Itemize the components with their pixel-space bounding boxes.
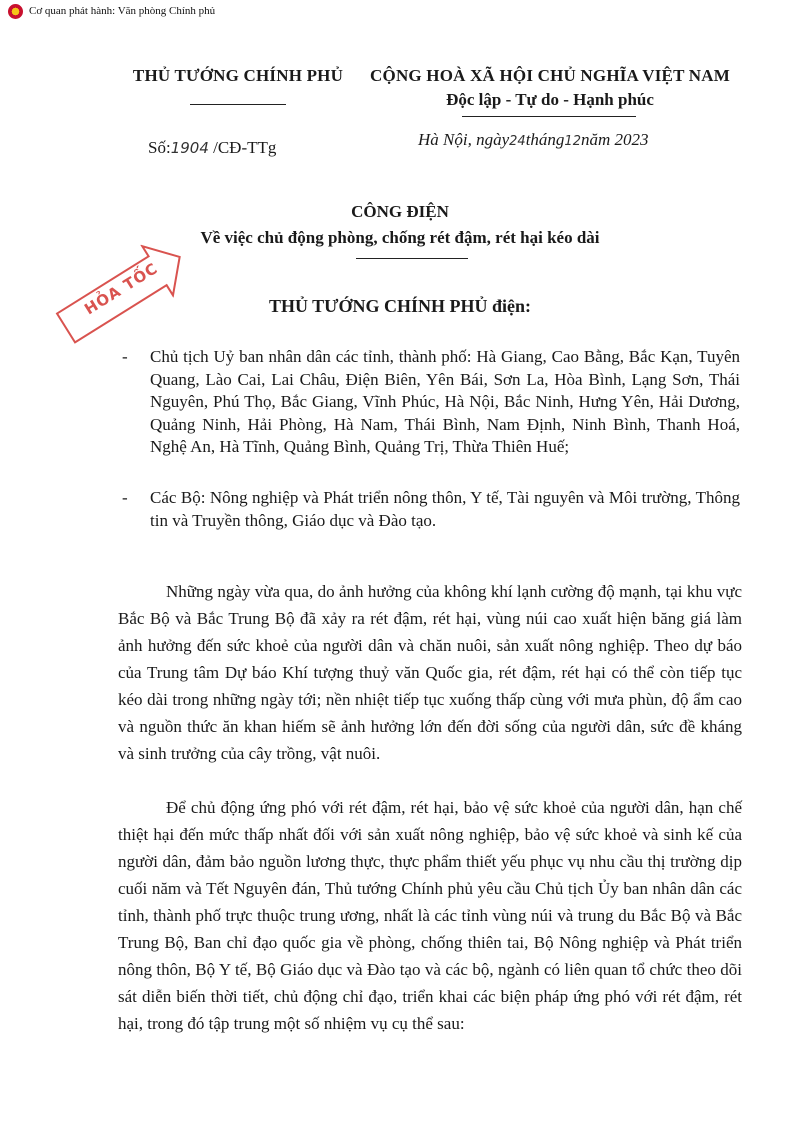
issue-date [418,130,649,150]
date-day-handwritten: 24 [509,134,526,149]
issuer-label: Cơ quan phát hành: Văn phòng Chính phủ [29,5,216,17]
recipient-text: Chủ tịch Uỷ ban nhân dân các tỉnh, thành phố: Hà Giang, Cao Bằng, Bắc Kạn, Tuyên Quang, Lào Cai, Lai Châu, Điện Biên, Yên Bái, Sơn La, Hòa Bình, Lạng Sơn, Thái Nguyên, Phú Thọ, Bắc Giang, Vĩnh Phúc, Hà Nội, Bắc Ninh, Hưng Yên, Hải Dương, Quảng Ninh, Hải Phòng, Hà Nam, Thái Bình, Nam Định, Ninh Bình, Thanh Hoá, Nghệ An, Hà Tĩnh, Quảng Bình, Quảng Trị, Thừa Thiên Huế; [150,347,740,456]
recipient-dash: - [122,347,128,366]
stamp-text: HỎA TỐC [81,259,162,319]
body-paragraph: Để chủ động ứng phó với rét đậm, rét hại, bảo vệ sức khoẻ của người dân, hạn chế thiệt hại đến mức thấp nhất đối với sản xuất nông nghiệp, bảo vệ sức khoẻ và sinh kế của người dân, đảm bảo nguồn lương thực, thực phẩm thiết yếu phục vụ nhu cầu thị trường dịp cuối năm và Tết Nguyên đán, Thủ tướng Chính phủ yêu cầu Chủ tịch Ủy ban nhân dân các tỉnh, thành phố trực thuộc trung ương, nhất là các tỉnh vùng núi và trung du Bắc Bộ và Bắc Trung Bộ, Ban chỉ đạo quốc gia về phòng, chống thiên tai, Bộ Nông nghiệp và Phát triển nông thôn, Bộ Y tế, Bộ Giáo dục và Đào tạo và các bộ, ngành có liên quan tổ chức theo dõi sát diễn biến thời tiết, chủ động chỉ đạo, triển khai các biện pháp ứng phó với rét đậm, rét hại, trong đó tập trung một số nhiệm vụ cụ thể sau: [118,798,742,1033]
country-name: CỘNG HOÀ XÃ HỘI CHỦ NGHĨA VIỆT NAM [370,66,730,85]
date-month-label: tháng [525,130,565,149]
title-underline [356,258,468,259]
issuer-bar [0,0,800,22]
motto-underline [462,116,636,117]
date-month-handwritten: 12 [564,134,581,149]
recipient-item [122,487,740,532]
urgent-stamp [46,230,198,357]
document-subject: Về việc chủ động phòng, chống rét đậm, rét hại kéo dài [200,228,600,247]
address-heading: THỦ TƯỚNG CHÍNH PHỦ điện: [268,296,532,316]
number-prefix: Số: [148,138,171,157]
document-number [148,138,276,158]
recipient-text: Các Bộ: Nông nghiệp và Phát triển nông thôn, Y tế, Tài nguyên và Môi trường, Thông tin và Truyền thông, Giáo dục và Đào tạo. [150,488,740,530]
document-type: CÔNG ĐIỆN [351,202,449,221]
national-motto: Độc lập - Tự do - Hạnh phúc [446,90,654,109]
national-emblem-icon: ★ [8,4,23,19]
date-year: năm 2023 [580,130,649,149]
authority-underline [190,104,286,105]
date-prefix: Hà Nội, ngày [418,130,510,149]
body-paragraph: Những ngày vừa qua, do ảnh hưởng của không khí lạnh cường độ mạnh, tại khu vực Bắc Bộ và Bắc Trung Bộ đã xảy ra rét đậm, rét hại, vùng núi cao xuất hiện băng giá làm ảnh hưởng đến sức khoẻ của người dân và chăn nuôi, sản xuất nông nghiệp. Theo dự báo của Trung tâm Dự báo Khí tượng thuỷ văn Quốc gia, rét đậm, rét hại có thể còn tiếp tục kéo dài trong những ngày tới; nền nhiệt tiếp tục xuống thấp cùng với mưa phùn, độ ẩm cao và nguồn thức ăn khan hiếm sẽ ảnh hưởng lớn đến đời sống của người dân, sức đề kháng và sinh trưởng của cây trồng, vật nuôi. [118,582,742,763]
number-suffix: /CĐ-TTg [213,138,277,157]
recipient-item [122,346,740,459]
number-handwritten: 1904 [170,139,209,157]
recipient-dash: - [122,488,128,507]
issuing-authority: THỦ TƯỚNG CHÍNH PHỦ [132,66,344,85]
